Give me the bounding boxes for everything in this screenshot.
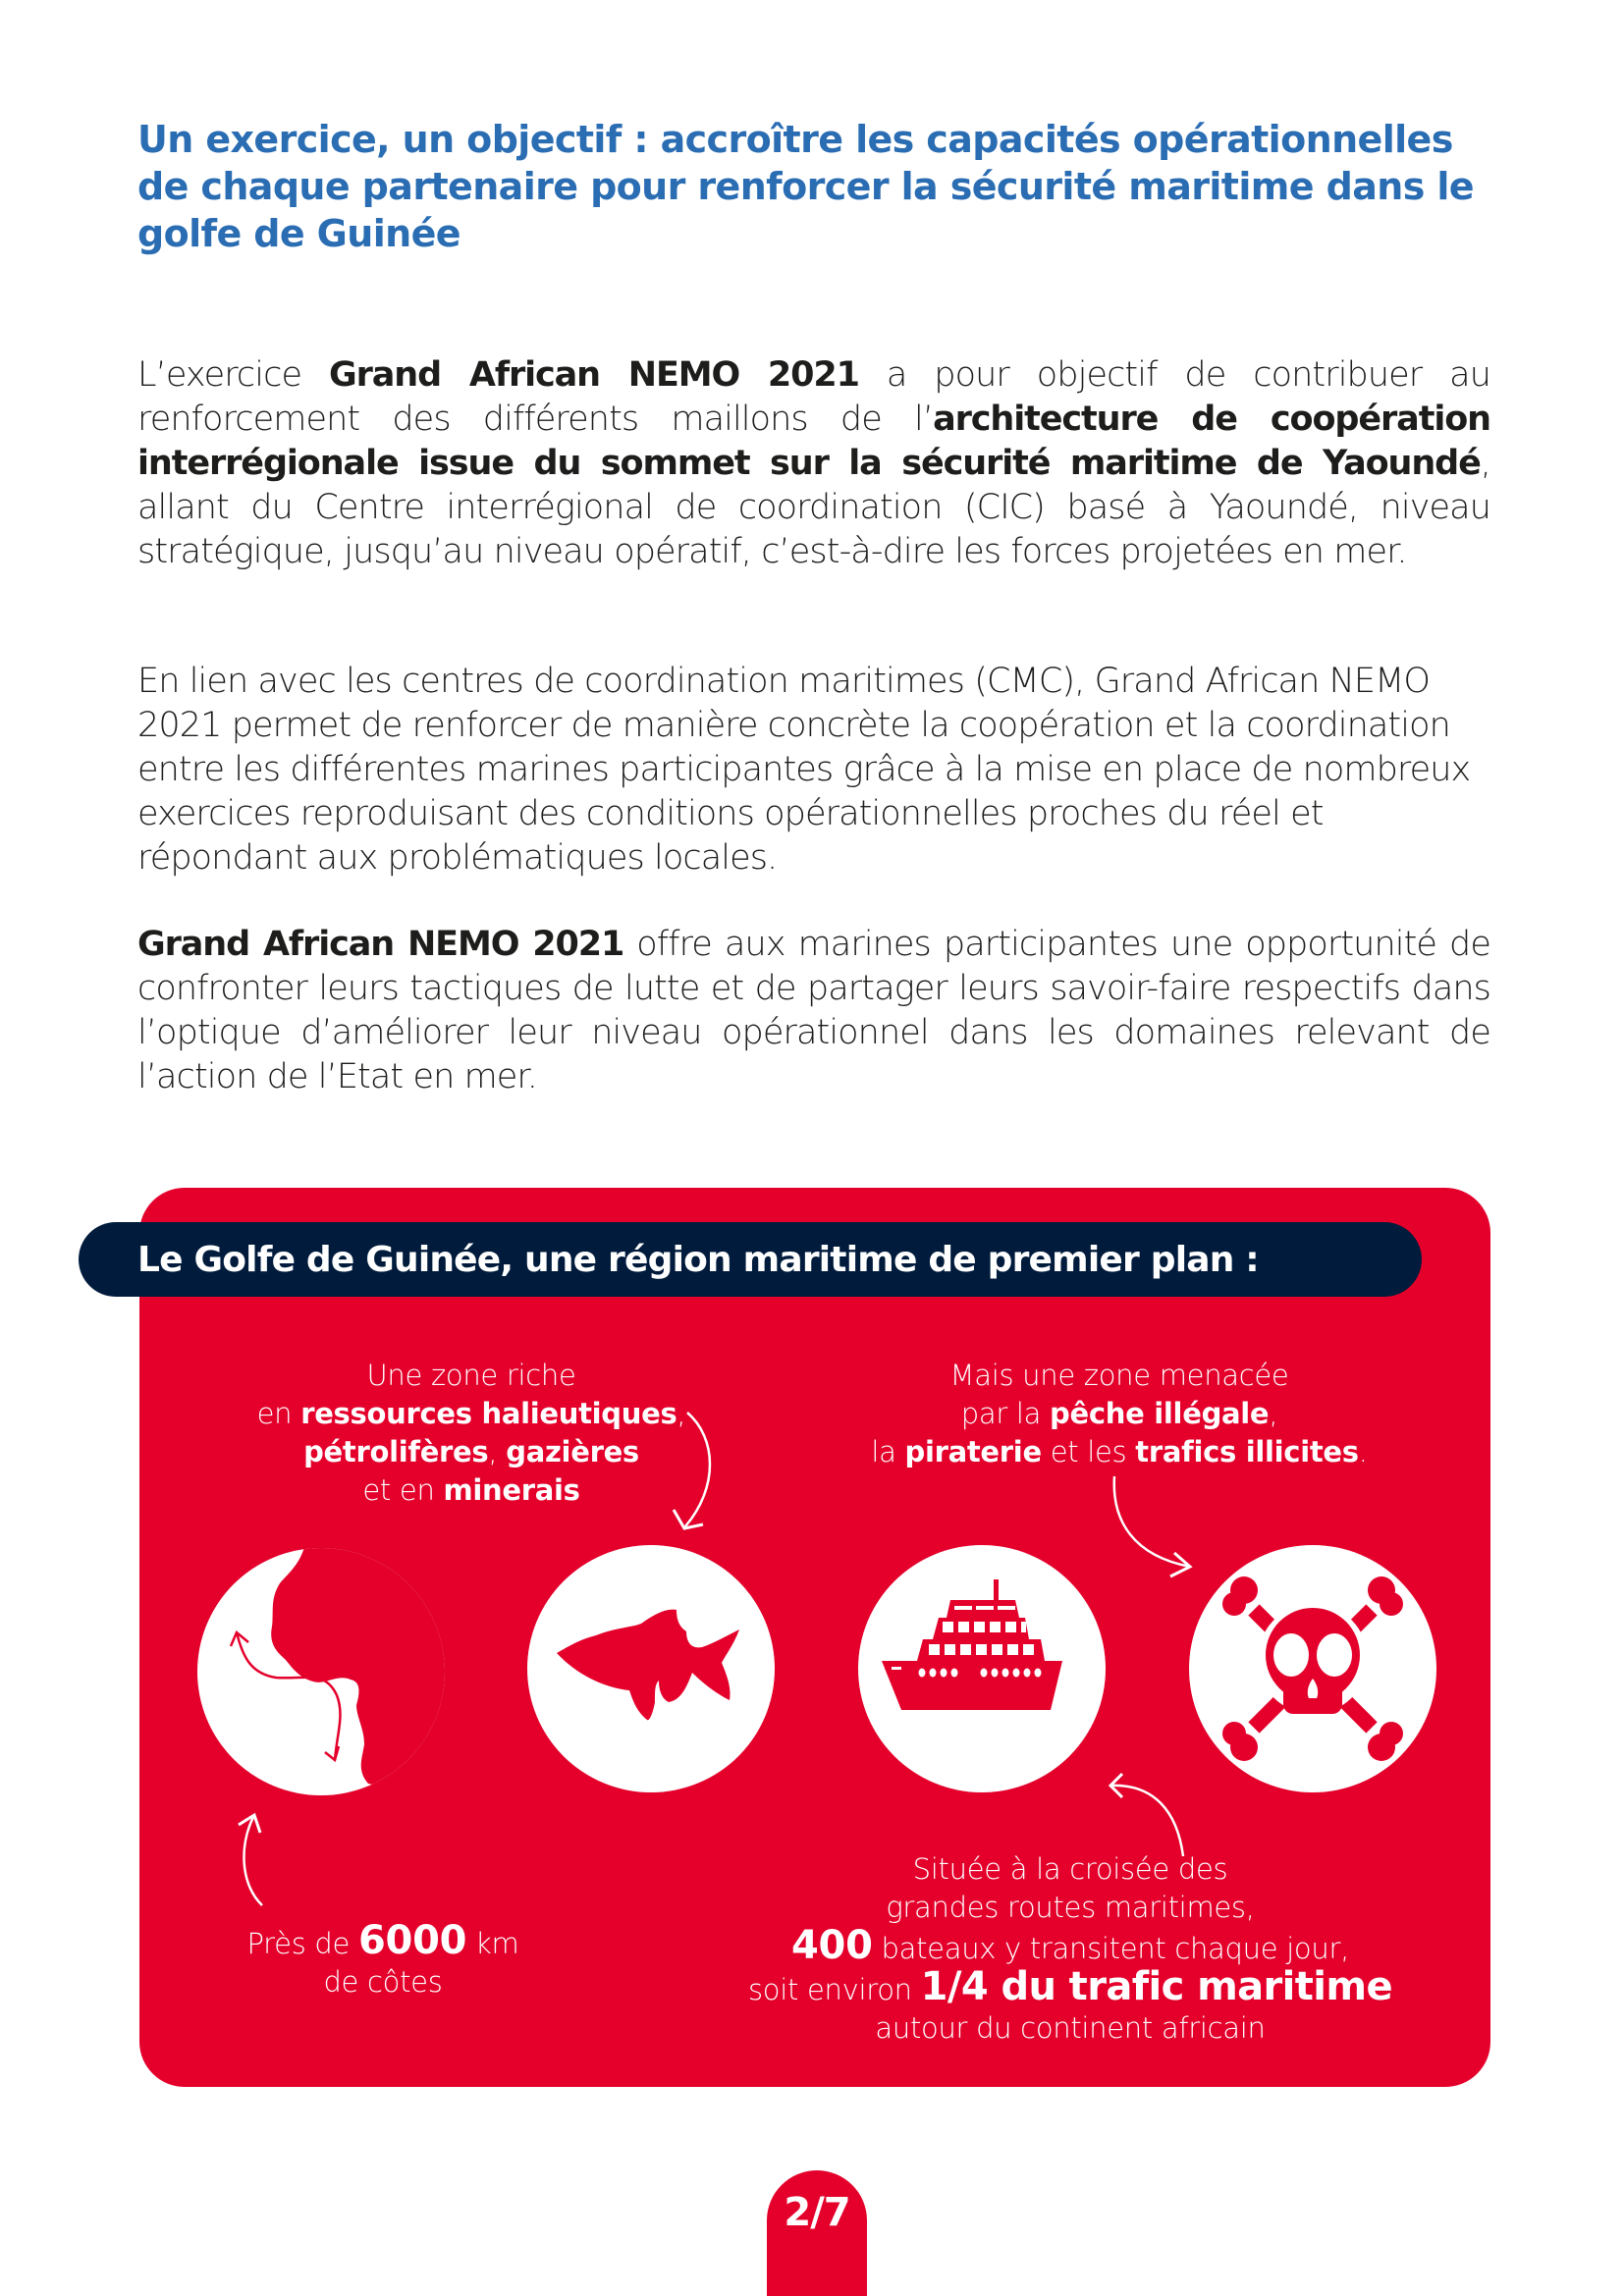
text: et les xyxy=(1041,1435,1136,1468)
bold-text: Grand African NEMO 2021 xyxy=(328,355,859,395)
page-number: 2/7 xyxy=(784,2190,850,2235)
caption-coastline xyxy=(196,1918,569,2002)
fish-icon xyxy=(527,1545,775,1792)
text: Une zone riche xyxy=(366,1359,576,1392)
text: , xyxy=(488,1435,507,1468)
bold-text: trafics illicites xyxy=(1135,1435,1359,1468)
paragraph-objective xyxy=(137,353,1490,574)
text: Près de xyxy=(246,1927,358,1960)
caption-traffic xyxy=(687,1850,1453,2048)
page-number-badge xyxy=(767,2170,867,2296)
text: , allant du Centre interrégional de coordination (CIC) basé à Yaoundé, niveau stratégique, jusqu’au niveau opératif, c’est-à-dire les forces projetées en mer. xyxy=(137,444,1490,571)
skull-crossbones-icon xyxy=(1189,1545,1436,1792)
curved-arrow-icon xyxy=(668,1409,727,1536)
text: de côtes xyxy=(323,1965,443,1999)
caption-resources xyxy=(216,1357,727,1510)
text: autour du continent africain xyxy=(875,2011,1266,2045)
africa-coast-icon xyxy=(197,1548,445,1795)
text: L’exercice xyxy=(137,355,329,395)
traffic-share-value: 1/4 du trafic maritime xyxy=(920,1964,1393,2009)
ships-per-day-value: 400 xyxy=(791,1923,873,1968)
bold-text: Grand African NEMO 2021 xyxy=(137,925,624,964)
bold-text: gazières xyxy=(506,1435,639,1468)
text: par la xyxy=(960,1397,1051,1430)
caption-threats xyxy=(825,1357,1414,1471)
text: bateaux y transitent chaque jour, xyxy=(872,1932,1349,1965)
bold-text: ressources halieutiques xyxy=(300,1397,677,1430)
text: , xyxy=(677,1397,686,1430)
ship-icon xyxy=(858,1545,1106,1792)
coastline-km-value: 6000 xyxy=(358,1918,467,1963)
text: soit environ xyxy=(747,1973,921,2006)
bold-text: minerais xyxy=(443,1473,580,1507)
paragraph-coordination: En lien avec les centres de coordination maritimes (CMC), Grand African NEMO 2021 permet de renforcer de manière concrète la coopération et la coordination entre les différentes marines participantes grâce à la mise en place de nombreux exercices reproduisant des conditions opérationnelles proches du réel et répondant aux problématiques locales. xyxy=(137,662,1471,878)
banner-title: Le Golfe de Guinée, une région maritime de premier plan : xyxy=(137,1239,1259,1280)
text: grandes routes maritimes, xyxy=(886,1891,1255,1924)
text: Située à la croisée des xyxy=(912,1852,1228,1886)
bold-text: pêche illégale xyxy=(1050,1397,1270,1430)
text: la xyxy=(871,1435,905,1468)
text: offre aux marines participantes une opportunité de confronter leurs tactiques de lutte et de partager leurs savoir-faire respectifs dans l’optique d’améliorer leur niveau opérationnel dans les domaines relevant de l’action de l’Etat en mer. xyxy=(137,925,1490,1096)
paragraph-opportunity xyxy=(137,923,1490,1099)
curved-arrow-icon xyxy=(1105,1772,1198,1860)
text: et en xyxy=(362,1473,444,1507)
bold-text: architecture de coopération interrégionale issue du sommet sur la sécurité maritime de Yaoundé xyxy=(137,400,1490,483)
bold-text: pétrolifères xyxy=(303,1435,489,1468)
text: en xyxy=(256,1397,301,1430)
curved-arrow-icon xyxy=(1110,1472,1198,1580)
text: , xyxy=(1269,1397,1278,1430)
curved-arrow-icon xyxy=(231,1811,280,1909)
text: Mais une zone menacée xyxy=(949,1359,1289,1392)
bold-text: piraterie xyxy=(904,1435,1042,1468)
section-heading: Un exercice, un objectif : accroître les capacités opérationnelles de chaque partenaire pour renforcer la sécurité maritime dans le golfe de Guinée xyxy=(137,118,1474,255)
infographic-banner xyxy=(79,1222,1422,1297)
text: km xyxy=(466,1927,519,1960)
text: . xyxy=(1358,1435,1368,1468)
text: a pour objectif de contribuer au renforcement des différents maillons de l’ xyxy=(137,355,1490,439)
